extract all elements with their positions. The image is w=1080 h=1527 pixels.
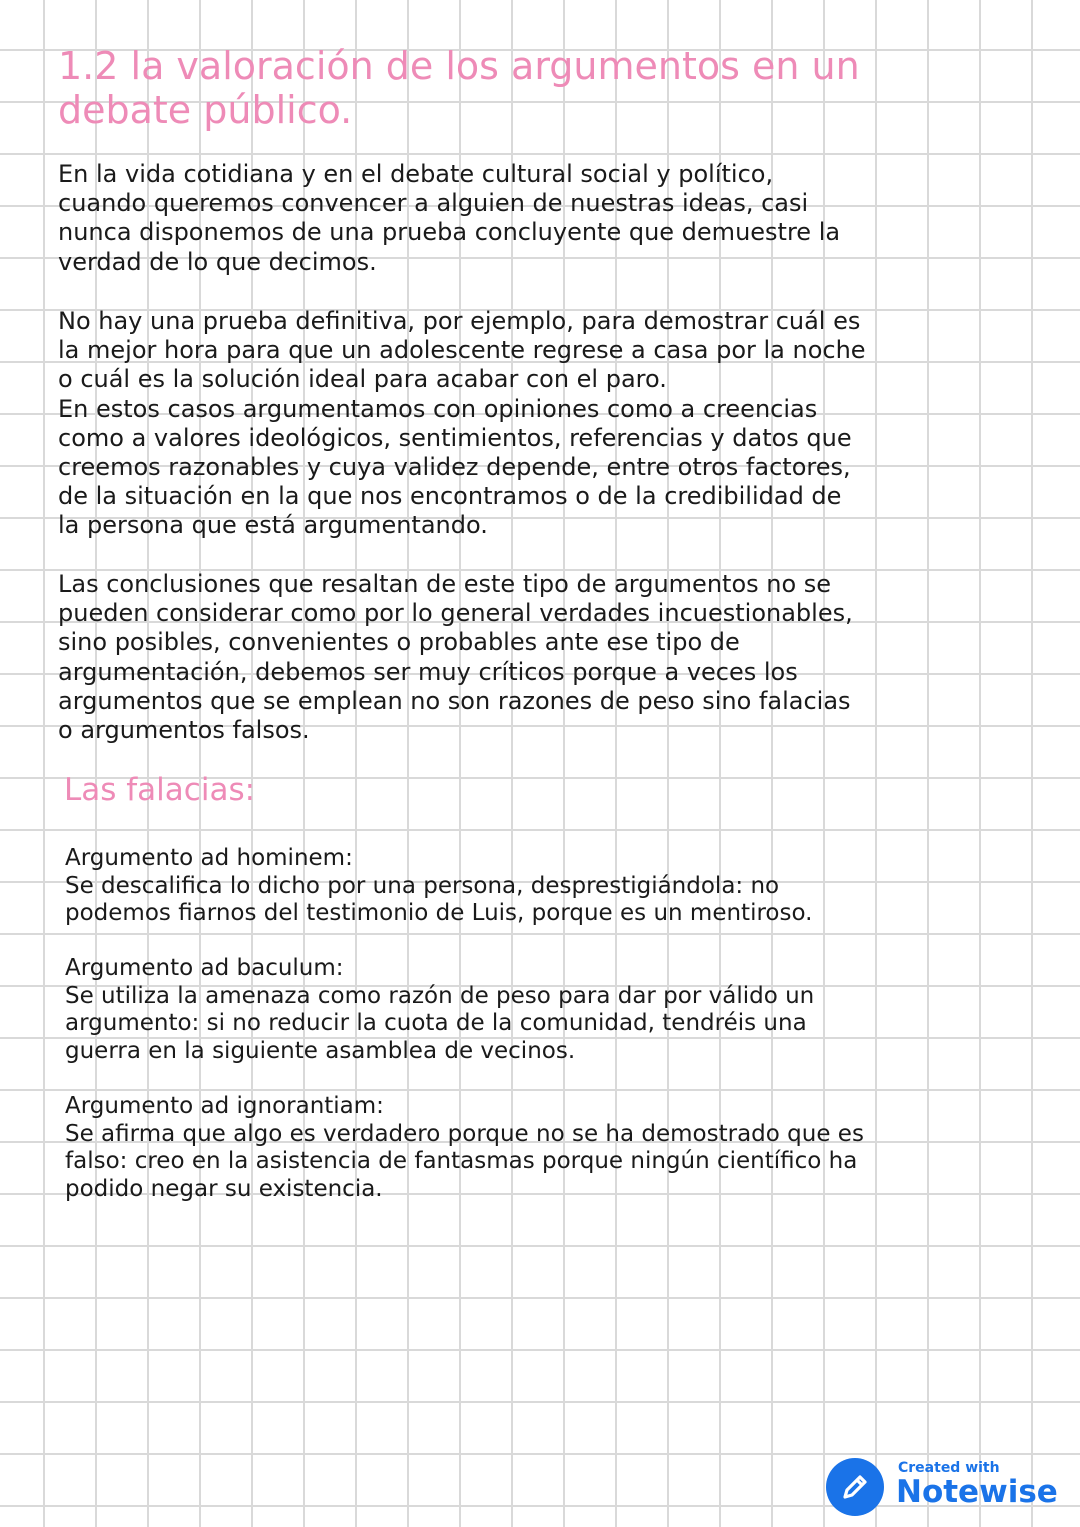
- badge-created-with: Created with: [898, 1460, 1000, 1476]
- page-title: 1.2 la valoración de los argumentos en un debate público.: [58, 44, 860, 132]
- fallacy-description: Se descalifica lo dicho por una persona, desprestigiándola: no podemos fiarnos del testimonio de Luis, porque es un mentiroso.: [65, 872, 813, 926]
- fallacy-description: Se afirma que algo es verdadero porque no se ha demostrado que es falso: creo en la asistencia de fantasmas porque ningún científico ha podido negar su existencia.: [65, 1120, 864, 1202]
- paragraph-conclusions: Las conclusiones que resaltan de este tipo de argumentos no se pueden considerar como por lo general verdades incuestionables, sino posibles, convenientes o probables ante ese tipo de argumentación, debemos ser muy críticos porque a veces los argumentos que se emplean no son razones de peso sino falacias o argumentos falsos.: [58, 570, 853, 745]
- notewise-badge: [826, 1458, 1066, 1518]
- paragraph-intro: En la vida cotidiana y en el debate cultural social y político, cuando queremos convencer a alguien de nuestras ideas, casi nunca disponemos de una prueba concluyente que demuestre la verdad de lo que decimos.: [58, 160, 841, 276]
- badge-brand: Notewise: [896, 1474, 1058, 1510]
- pencil-icon: [826, 1458, 884, 1516]
- paragraph-examples: No hay una prueba definitiva, por ejemplo, para demostrar cuál es la mejor hora para que un adolescente regrese a casa por la noche o cuál es la solución ideal para acabar con el paro. En estos casos argumentamos con opiniones como a creencias como a valores ideológicos, sentimientos, referencias y datos que creemos razonables y cuya validez depende, entre otros factores, de la situación en la que nos encontramos o de la credibilidad de la persona que está argumentando.: [58, 307, 866, 540]
- fallacy-ad-baculum: [65, 955, 1025, 1065]
- fallacy-ad-ignorantiam: [65, 1093, 1025, 1203]
- fallacy-name: Argumento ad hominem:: [65, 845, 353, 871]
- fallacy-description: Se utiliza la amenaza como razón de peso para dar por válido un argumento: si no reducir la cuota de la comunidad, tendréis una guerra en la siguiente asamblea de vecinos.: [65, 982, 815, 1064]
- fallacies-heading: Las falacias:: [64, 772, 256, 808]
- fallacy-name: Argumento ad baculum:: [65, 955, 344, 981]
- fallacy-ad-hominem: [65, 845, 1025, 928]
- fallacy-name: Argumento ad ignorantiam:: [65, 1093, 384, 1119]
